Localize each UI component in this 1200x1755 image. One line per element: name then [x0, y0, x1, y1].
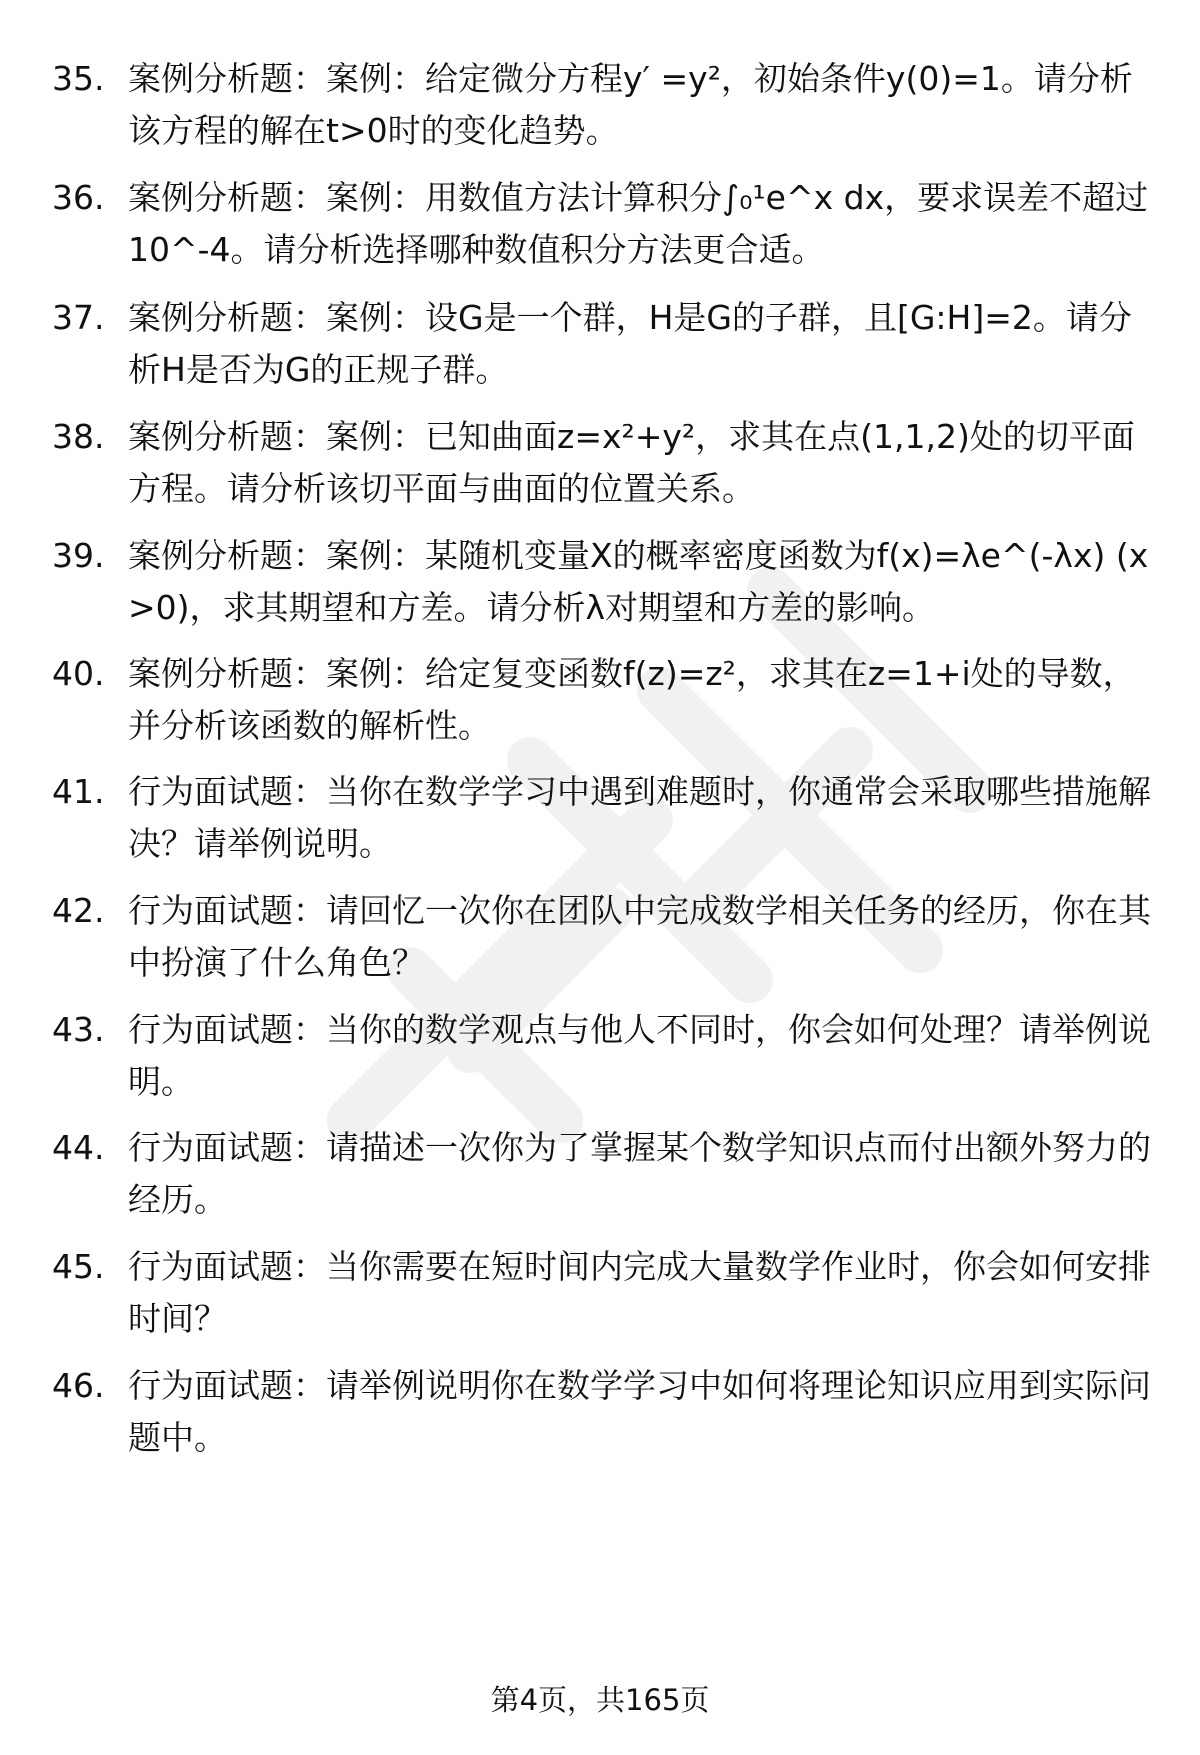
- question-number: 41.: [52, 772, 105, 811]
- page-footer: 第4页，共165页: [490, 1683, 710, 1717]
- question-text: 案例分析题：案例：某随机变量X的概率密度函数为f(x)=λe^(-λx) (x>0)，求其期望和方差。请分析λ对期望和方差的影响。: [128, 536, 1149, 627]
- question-text: 行为面试题：当你的数学观点与他人不同时，你会如何处理？请举例说明。: [128, 1010, 1151, 1101]
- question-number: 45.: [52, 1247, 105, 1286]
- question-item: [0, 172, 1200, 282]
- question-item: [0, 885, 1200, 995]
- question-text: 行为面试题：请描述一次你为了掌握某个数学知识点而付出额外努力的经历。: [128, 1128, 1151, 1219]
- question-text: 行为面试题：当你在数学学习中遇到难题时，你通常会采取哪些措施解决？请举例说明。: [128, 772, 1151, 863]
- question-number: 37.: [52, 298, 105, 337]
- question-number: 42.: [52, 891, 105, 930]
- question-text: 行为面试题：请举例说明你在数学学习中如何将理论知识应用到实际问题中。: [128, 1366, 1151, 1457]
- question-item: [0, 1122, 1200, 1232]
- question-number: 43.: [52, 1010, 105, 1049]
- question-number: 38.: [52, 417, 105, 456]
- question-item: [0, 53, 1200, 163]
- question-number: 46.: [52, 1366, 105, 1405]
- question-number: 35.: [52, 59, 105, 98]
- question-number: 39.: [52, 536, 105, 575]
- question-item: [0, 766, 1200, 876]
- question-item: [0, 292, 1200, 402]
- question-number: 44.: [52, 1128, 105, 1167]
- question-text: 行为面试题：当你需要在短时间内完成大量数学作业时，你会如何安排时间？: [128, 1247, 1151, 1338]
- question-item: [0, 1241, 1200, 1351]
- question-number: 36.: [52, 178, 105, 217]
- question-number: 40.: [52, 654, 105, 693]
- question-text: 案例分析题：案例：给定微分方程y′ =y²，初始条件y(0)=1。请分析该方程的解在t>0时的变化趋势。: [128, 59, 1133, 150]
- question-item: [0, 411, 1200, 521]
- question-item: [0, 530, 1200, 640]
- question-item: [0, 648, 1200, 758]
- question-text: 行为面试题：请回忆一次你在团队中完成数学相关任务的经历，你在其中扮演了什么角色？: [128, 891, 1151, 982]
- question-text: 案例分析题：案例：设G是一个群，H是G的子群，且[G:H]=2。请分析H是否为G的正规子群。: [128, 298, 1132, 389]
- question-text: 案例分析题：案例：用数值方法计算积分∫₀¹e^x dx，要求误差不超过10^-4。请分析选择哪种数值积分方法更合适。: [128, 178, 1149, 269]
- question-item: [0, 1360, 1200, 1470]
- question-item: [0, 1004, 1200, 1114]
- question-text: 案例分析题：案例：已知曲面z=x²+y²，求其在点(1,1,2)处的切平面方程。请分析该切平面与曲面的位置关系。: [128, 417, 1135, 508]
- question-text: 案例分析题：案例：给定复变函数f(z)=z²，求其在z=1+i处的导数，并分析该函数的解析性。: [128, 654, 1136, 745]
